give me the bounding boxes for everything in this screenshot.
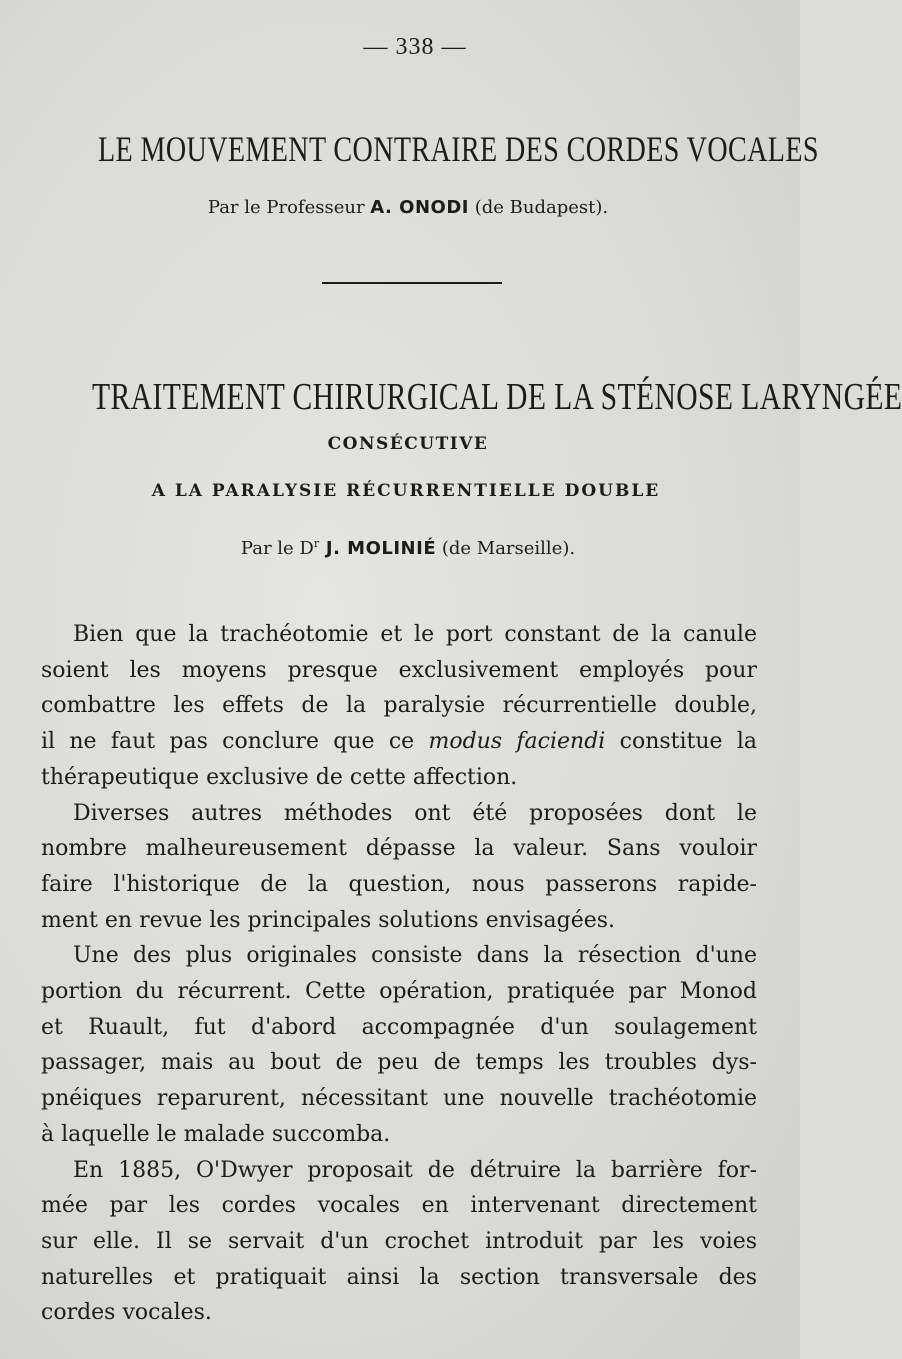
body-line: thérapeutique exclusive de cette affection. [41,764,518,790]
article2-byline-suffix: (de Marseille). [436,538,576,559]
section-divider [322,282,502,284]
article2-byline-sup: r [313,537,320,550]
body-line: mée par les cordes vocales en intervenant directement [41,1193,757,1219]
page-number: — 338 — [363,34,467,60]
body-line: nombre malheureusement dépasse la valeur. Sans vouloir [41,836,757,862]
article1-byline-prefix: Par le Professeur [207,197,371,218]
body-line: En 1885, O'Dwyer proposait de détruire la barrière for- [73,1157,757,1183]
article2-subtitle-line2: A LA PARALYSIE RÉCURRENTIELLE DOUBLE [151,481,661,501]
article1-byline [8,197,808,218]
body-line: sur elle. Il se servait d'un crochet introduit par les voies [41,1228,757,1254]
body-line: faire l'historique de la question, nous passerons rapide- [41,871,757,897]
article1-title: LE MOUVEMENT CONTRAIRE DES CORDES VOCALES [98,129,819,169]
body-line: Bien que la trachéotomie et le port constant de la canule [73,622,757,647]
body-line-part: il ne faut pas conclure que ce [41,729,415,755]
body-line: Diverses autres méthodes ont été proposées dont le [73,800,757,826]
article1-author: A. ONODI [370,197,469,218]
article1-byline-suffix: (de Budapest). [468,197,609,218]
article2-author: J. MOLINIÉ [319,538,437,559]
body-line: cordes vocales. [41,1300,212,1326]
body-line-part: constitue la [619,729,758,755]
article2-byline-prefix: Par le D [240,538,314,559]
body-line: et Ruault, fut d'abord accompagnée d'un soulagement [41,1014,757,1040]
body-line-mixed [41,724,757,760]
body-line: Une des plus originales consiste dans la résection d'une [73,943,757,969]
body-line: combattre les effets de la paralysie récurrentielle double, [41,693,757,719]
body-line: ment en revue les principales solutions envisagées. [41,907,616,933]
article2-byline [8,537,808,559]
article2-title: TRAITEMENT CHIRURGICAL DE LA STÉNOSE LARYNGÉE [92,376,902,418]
body-line-italic: modus faciendi [428,729,606,755]
body-line: pnéiques reparurent, nécessitant une nouvelle trachéotomie [41,1086,757,1112]
body-line: naturelles et pratiquait ainsi la section transversale des [41,1264,757,1290]
body-line: à laquelle le malade succomba. [41,1121,391,1147]
body-line: soient les moyens presque exclusivement employés pour [41,657,757,683]
body-text [41,617,757,1331]
article2-subtitle-line1: CONSÉCUTIVE [327,434,489,454]
body-line: portion du récurrent. Cette opération, pratiquée par Monod [41,979,757,1005]
body-line: passager, mais au bout de peu de temps les troubles dys- [41,1050,757,1076]
